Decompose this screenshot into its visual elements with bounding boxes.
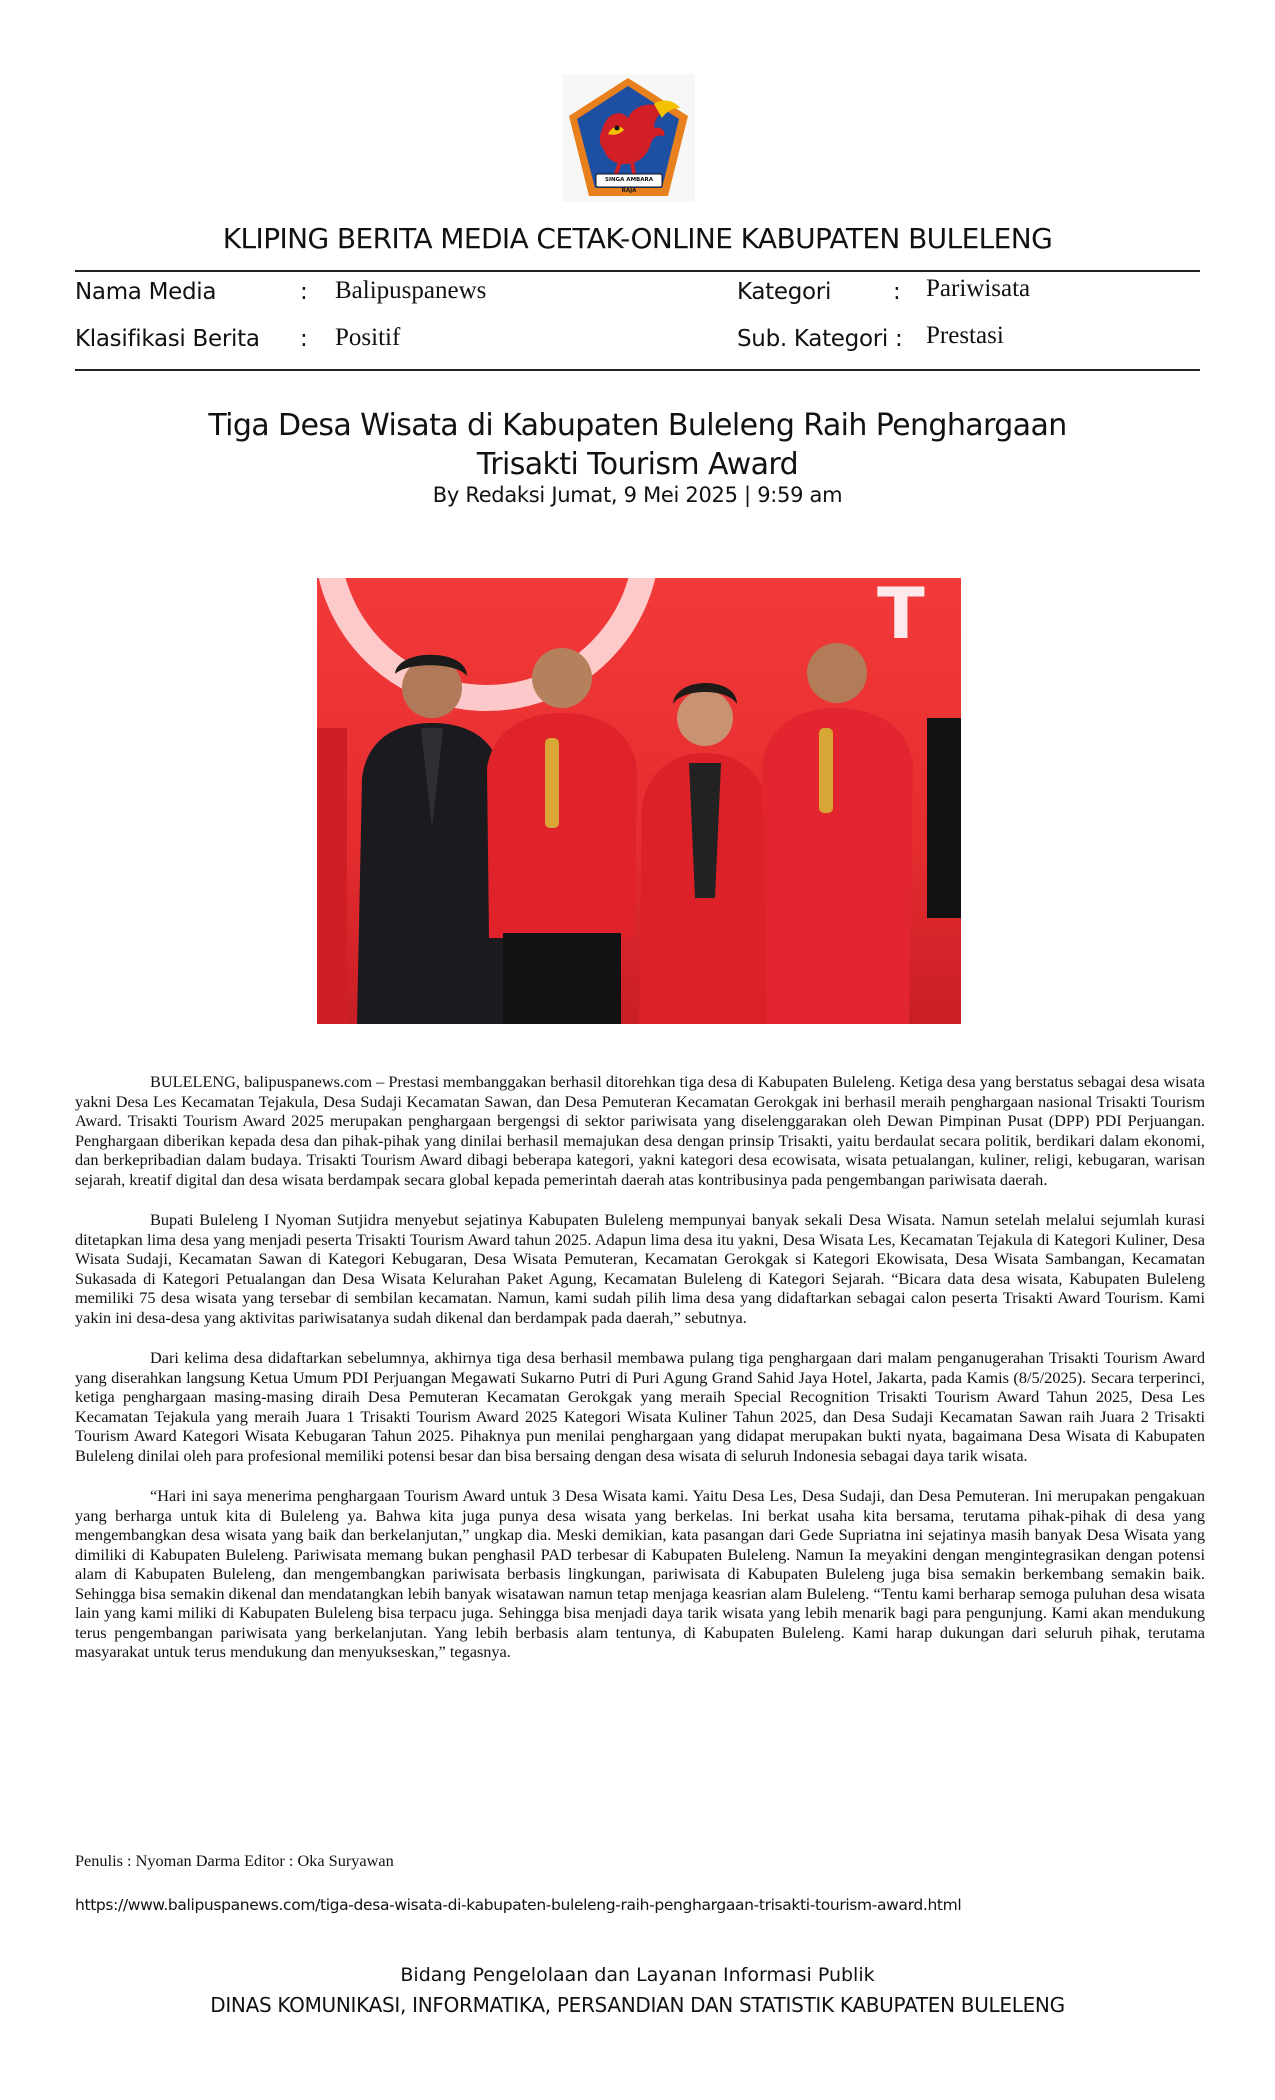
- article-byline: By Redaksi Jumat, 9 Mei 2025 | 9:59 am: [432, 483, 843, 507]
- media-name-value: Balipuspanews: [335, 277, 487, 304]
- category-value: Pariwisata: [926, 275, 1031, 302]
- classification-value: Positif: [335, 324, 401, 351]
- article-paragraph: BULELENG, balipuspanews.com – Prestasi membanggakan berhasil ditorehkan tiga desa di Kabupaten Buleleng. Ketiga desa yang berstatus sebagai desa wisata yakni Desa Les Kecamatan Tejakula, Desa Sudaji Kecamatan Sawan, dan Desa Pemuteran Kecamatan Gerokgak ini berhasil meraih penghargaan nasional Trisakti Tourism Award. Trisakti Tourism Award 2025 merupakan penghargaan bergengsi di sektor pariwisata yang diselenggarakan oleh Dewan Pimpinan Pusat (DPP) PDI Perjuangan. Penghargaan diberikan kepada desa dan pihak-pihak yang dinilai berhasil memajukan desa dengan prinsip Trisakti, yaitu berdaulat secara politik, berdikari dalam ekonomi, dan berkepribadian dalam budaya. Trisakti Tourism Award dibagi beberapa kategori, yakni kategori desa ecowisata, wisata petualangan, kuliner, religi, kebugaran, warisan sejarah, kreatif digital dan desa wisata berdampak secara global kepada pemerintah daerah atas kontribusinya pada pengembangan pariwisata daerah.: [75, 1072, 1205, 1189]
- clipping-header-title: KLIPING BERITA MEDIA CETAK-ONLINE KABUPATEN BULELENG: [222, 222, 1053, 255]
- subcategory-value: Prestasi: [926, 322, 1004, 349]
- classification-colon: :: [300, 326, 308, 352]
- award-ceremony-photo: [317, 578, 961, 1024]
- article-title-line2: Trisakti Tourism Award: [476, 447, 799, 482]
- article-title-line1: Tiga Desa Wisata di Kabupaten Buleleng Raih Penghargaan: [208, 408, 1067, 443]
- emblem-motto: SINGA AMBARA RAJA: [605, 177, 653, 194]
- article-credits: Penulis : Nyoman Darma Editor : Oka Suryawan: [75, 1851, 394, 1870]
- article-paragraph: Bupati Buleleng I Nyoman Sutjidra menyebut sejatinya Kabupaten Buleleng mempunyai banyak sekali Desa Wisata. Namun setelah melalui sejumlah kurasi ditetapkan lima desa yang menjadi peserta Trisakti Tourism Award tahun 2025. Adapun lima desa itu yakni, Desa Wisata Les, Kecamatan Tejakula di Kategori Kuliner, Desa Wisata Sudaji, Kecamatan Sawan di Kategori Kebugaran, Desa Wisata Pemuteran, Kecamatan Gerokgak si Kategori Ekowisata, Desa Wisata Sambangan, Kecamatan Sukasada di Kategori Petualangan dan Desa Wisata Kelurahan Paket Agung, Kecamatan Buleleng di Kategori Sejarah. “Bicara data desa wisata, Kabupaten Buleleng memiliki 75 desa wisata yang tersebar di sembilan kecamatan. Namun, kami sudah pilih lima desa yang didaftarkan sebagai calon peserta Trisakti Award Tourism. Kami yakin ini desa-desa yang aktivitas pariwisatanya sudah dikenal dan berdampak pada daerah,” sebutnya.: [75, 1210, 1205, 1327]
- svg-text:T: T: [877, 578, 925, 655]
- category-label: Kategori: [737, 279, 832, 305]
- header-divider-top: [75, 270, 1200, 272]
- media-name-colon: :: [300, 279, 308, 305]
- footer-agency-name: DINAS KOMUNIKASI, INFORMATIKA, PERSANDIAN DAN STATISTIK KABUPATEN BULELENG: [210, 1993, 1065, 2017]
- footer-unit-name: Bidang Pengelolaan dan Layanan Informasi Publik: [400, 1964, 875, 1986]
- header-divider-bottom: [75, 369, 1200, 371]
- source-url-link[interactable]: https://www.balipuspanews.com/tiga-desa-wisata-di-kabupaten-buleleng-raih-penghargaan-trisakti-tourism-award.html: [75, 1896, 962, 1914]
- article-paragraph: Dari kelima desa didaftarkan sebelumnya, akhirnya tiga desa berhasil membawa pulang tiga penghargaan dari malam penganugerahan Trisakti Tourism Award yang diserahkan langsung Ketua Umum PDI Perjuangan Megawati Sukarno Putri di Puri Agung Grand Sahid Jaya Hotel, Jakarta, pada Kamis (8/5/2025). Secara terperinci, ketiga penghargaan masing-masing diraih Desa Pemuteran Kecamatan Gerokgak yang meraih Special Recognition Trisakti Tourism Award Tahun 2025, Desa Les Kecamatan Tejakula yang meraih Juara 1 Trisakti Tourism Award 2025 Kategori Wisata Kuliner Tahun 2025, dan Desa Sudaji Kecamatan Sawan raih Juara 2 Trisakti Tourism Award Kategori Wisata Kebugaran Tahun 2025. Pihaknya pun menilai penghargaan yang didapat merupakan bukti nyata, bagaimana Desa Wisata di Kabupaten Buleleng dinilai oleh para profesional memiliki potensi besar dan bisa bersaing dengan desa wisata di seluruh Indonesia sebagai daya tarik wisata.: [75, 1348, 1205, 1465]
- media-name-label: Nama Media: [75, 279, 217, 305]
- article-paragraph: “Hari ini saya menerima penghargaan Tourism Award untuk 3 Desa Wisata kami. Yaitu Desa Les, Desa Sudaji, dan Desa Pemuteran. Ini merupakan pengakuan yang berharga untuk kita di Buleleng ya. Bahwa kita juga punya desa wisata yang berkelas. Ini berkat usaha kita bersama, terutama pihak-pihak di desa yang mengembangkan desa wisata yang baik dan berkelanjutan,” ungkap dia. Meski demikian, kata pasangan dari Gede Supriatna ini sejatinya masih banyak Desa Wisata yang dimiliki di Kabupaten Buleleng. Pariwisata memang bukan penghasil PAD terbesar di Kabupaten Buleleng. Namun Ia meyakini dengan mengintegrasikan dengan potensi alam di Kabupaten Buleleng, dan mengembangkan pariwisata berbasis lingkungan, pariwisata di Kabupaten Buleleng juga bisa semakin berkembang semakin baik. Sehingga bisa semakin dikenal dan mendatangkan lebih banyak wisatawan namun tetap menjaga keasrian alam Buleleng. “Tentu kami berharap semoga puluhan desa wisata lain yang kami miliki di Kabupaten Buleleng bisa terpacu juga. Sehingga bisa menjadi daya tarik wisata yang lebih menarik bagi para pengunjung. Kami akan mendukung terus pengembangan pariwisata yang berkelanjutan. Yang lebih berbasis alam tentunya, di Kabupaten Buleleng. Kami harap dukungan dari seluruh pihak, terutama masyarakat untuk terus mendukung dan menyukseskan,” tegasnya.: [75, 1486, 1205, 1661]
- article-body: [75, 1072, 1205, 1662]
- category-colon: :: [893, 279, 901, 305]
- buleleng-regency-emblem-icon: [562, 74, 695, 202]
- subcategory-label: Sub. Kategori :: [737, 326, 903, 352]
- classification-label: Klasifikasi Berita: [75, 326, 260, 352]
